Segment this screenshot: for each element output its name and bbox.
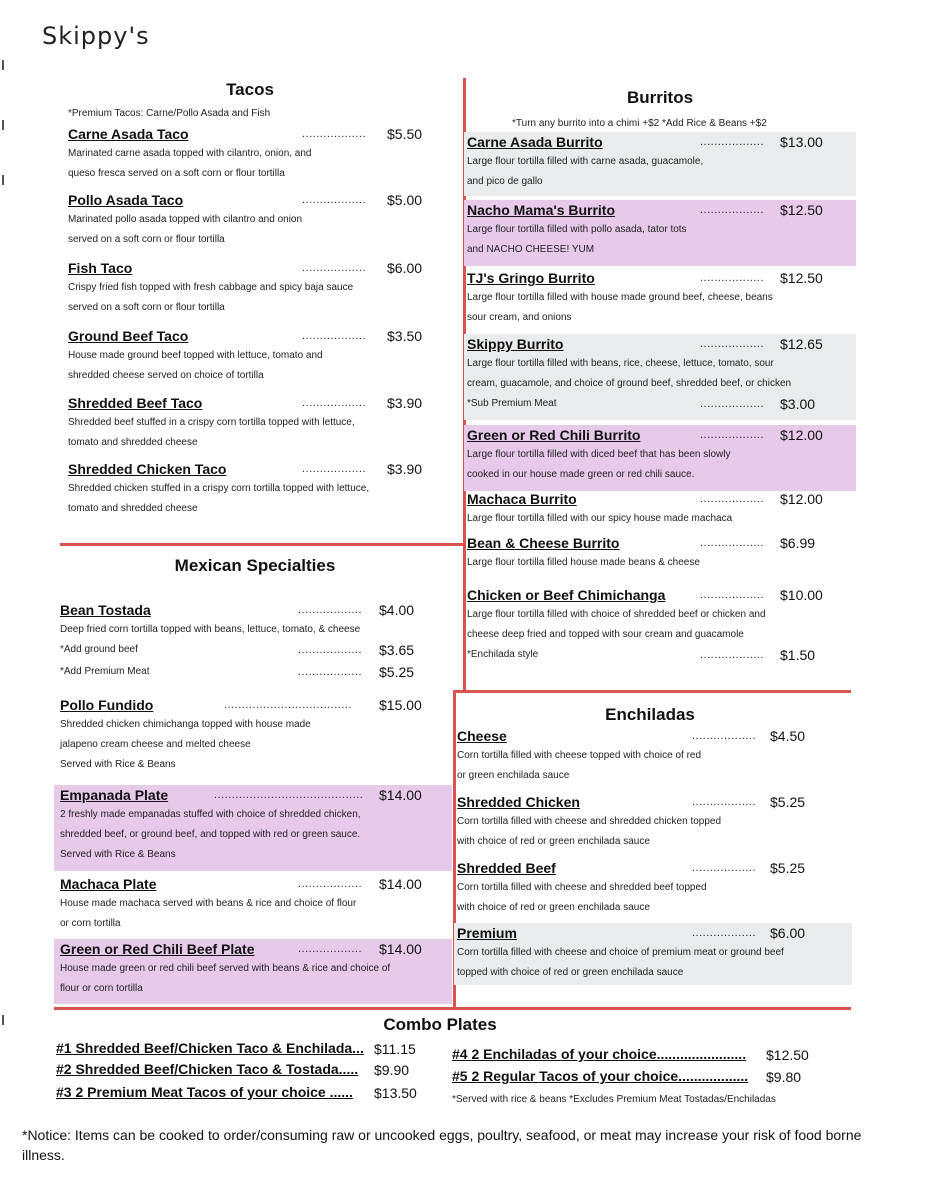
- item-name: Machaca Burrito: [467, 491, 577, 507]
- combo-divider: [54, 1007, 851, 1010]
- item-description: Large flour tortilla filled with our spicy house made machaca: [467, 513, 733, 524]
- item-price: $6.00: [770, 925, 806, 941]
- leader-dots: ..................: [692, 796, 757, 808]
- specialties-item: [54, 874, 452, 934]
- item-description: House made ground beef topped with lettuce, tomato and: [68, 350, 323, 361]
- item-description: cheese deep fried and topped with sour cream and guacamole: [467, 629, 744, 640]
- combo-1-price: $11.15: [374, 1041, 416, 1057]
- item-description: with choice of red or green enchilada sauce: [457, 836, 650, 847]
- leader-dots: ..................: [700, 204, 765, 216]
- item-description: Shredded beef stuffed in a crispy corn tortilla topped with lettuce,: [68, 417, 355, 428]
- specialties-item: [54, 600, 452, 692]
- item-name: Ground Beef Taco: [68, 328, 189, 344]
- tacos-item: [62, 190, 440, 252]
- item-description: topped with choice of red or green enchilada sauce: [457, 967, 684, 978]
- item-price: $12.00: [780, 427, 823, 443]
- combo-5-price: $9.80: [766, 1069, 802, 1085]
- combo-title: Combo Plates: [383, 1015, 497, 1034]
- scan-mark: [2, 120, 4, 130]
- item-description: and NACHO CHEESE! YUM: [467, 244, 595, 255]
- item-price: $14.00: [379, 876, 422, 892]
- item-description: Shredded chicken chimichanga topped with house made: [60, 719, 311, 730]
- combo-3-price: $13.50: [374, 1085, 417, 1101]
- item-description: sour cream, and onions: [467, 312, 572, 323]
- item-name: Green or Red Chili Beef Plate: [60, 941, 255, 957]
- item-name: Green or Red Chili Burrito: [467, 427, 641, 443]
- addon-price: $3.00: [780, 396, 816, 412]
- item-price: $6.00: [387, 260, 423, 276]
- item-name: Empanada Plate: [60, 787, 169, 803]
- item-name: Chicken or Beef Chimichanga: [467, 587, 666, 603]
- addon-label: *Enchilada style: [467, 649, 539, 660]
- item-price: $13.00: [780, 134, 823, 150]
- item-name: Bean Tostada: [60, 602, 151, 618]
- combo-4-price: $12.50: [766, 1047, 809, 1063]
- item-price: $3.50: [387, 328, 423, 344]
- addon-label: *Sub Premium Meat: [467, 398, 557, 409]
- burritos-title: Burritos: [626, 88, 694, 107]
- item-price: $6.99: [780, 535, 816, 551]
- item-price: $5.50: [387, 126, 423, 142]
- tacos-note: *Premium Tacos: Carne/Pollo Asada and Fish: [68, 108, 271, 119]
- enchiladas-item: [454, 792, 852, 854]
- item-name: TJ's Gringo Burrito: [467, 270, 595, 286]
- item-description: served on a soft corn or flour tortilla: [68, 302, 225, 313]
- item-description: tomato and shredded cheese: [68, 503, 198, 514]
- specialties-item: [54, 695, 452, 783]
- item-name: Pollo Asada Taco: [68, 192, 184, 208]
- item-name: Machaca Plate: [60, 876, 157, 892]
- item-name: Bean & Cheese Burrito: [467, 535, 620, 551]
- item-name: Skippy Burrito: [467, 336, 564, 352]
- addon-label: *Add ground beef: [60, 644, 138, 655]
- leader-dots: ..................: [700, 649, 765, 661]
- item-name: Carne Asada Taco: [68, 126, 189, 142]
- leader-dots: ..................: [700, 537, 765, 549]
- item-description: cream, guacamole, and choice of ground beef, shredded beef, or chicken: [467, 378, 792, 389]
- item-price: $10.00: [780, 587, 823, 603]
- burritos-item: [464, 132, 856, 196]
- burritos-item: [464, 425, 856, 491]
- leader-dots: ..................: [692, 927, 757, 939]
- leader-dots: ..................: [700, 429, 765, 441]
- specialties-item: [54, 785, 452, 871]
- leader-dots: ..................: [298, 644, 363, 656]
- item-description: cooked in our house made green or red chili sauce.: [467, 469, 695, 480]
- item-price: $12.00: [780, 491, 823, 507]
- leader-dots: ..................: [302, 463, 367, 475]
- tacos-item: [62, 459, 440, 521]
- combo-5-label: #5 2 Regular Tacos of your choice..................: [452, 1068, 749, 1084]
- item-description: Large flour tortilla filled house made beans & cheese: [467, 557, 700, 568]
- enchiladas-title: Enchiladas: [605, 705, 695, 724]
- combo-note: *Served with rice & beans *Excludes Premium Meat Tostadas/Enchiladas: [452, 1094, 776, 1105]
- item-description: House made machaca served with beans & rice and choice of flour: [60, 898, 357, 909]
- tacos-item: [62, 326, 440, 388]
- item-name: Shredded Beef: [457, 860, 556, 876]
- item-name: Shredded Chicken Taco: [68, 461, 227, 477]
- item-description: Marinated pollo asada topped with cilantro and onion: [68, 214, 303, 225]
- leader-dots: ..................: [692, 862, 757, 874]
- tacos-divider: [60, 543, 463, 546]
- item-price: $15.00: [379, 697, 422, 713]
- specialties-item: [54, 939, 452, 1004]
- combo-2-label: #2 Shredded Beef/Chicken Taco & Tostada.....: [56, 1061, 359, 1077]
- combo-1-label: #1 Shredded Beef/Chicken Taco & Enchilada...: [56, 1040, 364, 1056]
- burritos-item: [464, 585, 856, 679]
- leader-dots: ..................: [302, 262, 367, 274]
- item-price: $14.00: [379, 787, 422, 803]
- tacos-item: [62, 258, 440, 320]
- item-description: Served with Rice & Beans: [60, 759, 176, 770]
- item-description: 2 freshly made empanadas stuffed with choice of shredded chicken,: [60, 809, 361, 820]
- item-name: Premium: [457, 925, 517, 941]
- item-price: $5.00: [387, 192, 423, 208]
- item-price: $4.00: [379, 602, 415, 618]
- restaurant-name: Skippy's: [42, 22, 150, 50]
- food-safety-notice: *Notice: Items can be cooked to order/consuming raw or uncooked eggs, poultry, seafood, or meat may increase your risk of food borne illness.: [22, 1127, 862, 1163]
- leader-dots: ....................................: [224, 699, 353, 711]
- leader-dots: ..................: [298, 878, 363, 890]
- item-name: Shredded Beef Taco: [68, 395, 203, 411]
- item-description: Large flour tortilla filled with house made ground beef, cheese, beans: [467, 292, 773, 303]
- leader-dots: ..................: [700, 493, 765, 505]
- item-description: Large flour tortilla filled with pollo asada, tator tots: [467, 224, 687, 235]
- scan-mark: [2, 175, 4, 185]
- leader-dots: ..................: [700, 136, 765, 148]
- specialties-title: Mexican Specialties: [174, 556, 336, 575]
- tacos-item: [62, 124, 440, 186]
- item-price: $5.25: [770, 860, 806, 876]
- item-name: Nacho Mama's Burrito: [467, 202, 616, 218]
- burritos-note: *Turn any burrito into a chimi +$2 *Add Rice & Beans +$2: [512, 118, 767, 129]
- item-price: $12.50: [780, 270, 823, 286]
- burritos-item: [464, 533, 856, 583]
- burritos-divider: [453, 690, 851, 693]
- item-description: shredded beef, or ground beef, and topped with red or green sauce.: [60, 829, 361, 840]
- item-price: $5.25: [770, 794, 806, 810]
- leader-dots: ..................: [700, 338, 765, 350]
- item-name: Carne Asada Burrito: [467, 134, 603, 150]
- leader-dots: ..................: [302, 330, 367, 342]
- item-price: $4.50: [770, 728, 806, 744]
- burritos-item: [464, 200, 856, 266]
- item-description: Crispy fried fish topped with fresh cabbage and spicy baja sauce: [68, 282, 354, 293]
- enchiladas-item: [454, 726, 852, 788]
- combo-3-label: #3 2 Premium Meat Tacos of your choice ......: [56, 1084, 353, 1100]
- item-description: flour or corn tortilla: [60, 983, 143, 994]
- item-description: Corn tortilla filled with cheese and choice of premium meat or ground beef: [457, 947, 784, 958]
- item-price: $3.90: [387, 395, 423, 411]
- scan-mark: [2, 1015, 4, 1025]
- item-description: queso fresca served on a soft corn or flour tortilla: [68, 168, 285, 179]
- leader-dots: ..................: [692, 730, 757, 742]
- burritos-item: [464, 268, 856, 330]
- scan-mark: [2, 60, 4, 70]
- item-description: Large flour tortilla filled with diced beef that has been slowly: [467, 449, 731, 460]
- item-description: shredded cheese served on choice of tortilla: [68, 370, 264, 381]
- leader-dots: ..................: [302, 194, 367, 206]
- leader-dots: ..................: [700, 589, 765, 601]
- addon-price: $3.65: [379, 642, 415, 658]
- item-description: served on a soft corn or flour tortilla: [68, 234, 225, 245]
- addon-price: $1.50: [780, 647, 816, 663]
- item-price: $3.90: [387, 461, 423, 477]
- item-description: and pico de gallo: [467, 176, 543, 187]
- enchiladas-item: [454, 923, 852, 985]
- item-description: Served with Rice & Beans: [60, 849, 176, 860]
- leader-dots: ..................: [298, 604, 363, 616]
- burritos-item: [464, 489, 856, 533]
- leader-dots: ..................: [700, 398, 765, 410]
- item-name: Fish Taco: [68, 260, 133, 276]
- item-description: Corn tortilla filled with cheese topped with choice of red: [457, 750, 702, 761]
- item-name: Shredded Chicken: [457, 794, 580, 810]
- item-name: Cheese: [457, 728, 507, 744]
- combo-4-label: #4 2 Enchiladas of your choice.......................: [452, 1046, 747, 1062]
- leader-dots: ..................: [700, 272, 765, 284]
- item-description: Large flour tortilla filled with carne asada, guacamole,: [467, 156, 704, 167]
- item-description: jalapeno cream cheese and melted cheese: [60, 739, 251, 750]
- tacos-title: Tacos: [226, 80, 274, 99]
- item-description: or green enchilada sauce: [457, 770, 570, 781]
- enchiladas-item: [454, 858, 852, 920]
- item-description: Shredded chicken stuffed in a crispy corn tortilla topped with lettuce,: [68, 483, 370, 494]
- item-price: $14.00: [379, 941, 422, 957]
- item-description: Large flour tortilla filled with beans, rice, cheese, lettuce, tomato, sour: [467, 358, 774, 369]
- leader-dots: ..................: [302, 397, 367, 409]
- item-price: $12.50: [780, 202, 823, 218]
- leader-dots: ..................: [302, 128, 367, 140]
- combo-2-price: $9.90: [374, 1062, 410, 1078]
- addon-label: *Add Premium Meat: [60, 666, 150, 677]
- leader-dots: ..................: [298, 943, 363, 955]
- item-description: Large flour tortilla filled with choice of shredded beef or chicken and: [467, 609, 766, 620]
- item-description: tomato and shredded cheese: [68, 437, 198, 448]
- item-description: or corn tortilla: [60, 918, 121, 929]
- item-description: House made green or red chili beef served with beans & rice and choice of: [60, 963, 391, 974]
- addon-price: $5.25: [379, 664, 415, 680]
- leader-dots: ..................: [298, 666, 363, 678]
- item-name: Pollo Fundido: [60, 697, 154, 713]
- leader-dots: ..........................................: [214, 789, 364, 801]
- item-price: $12.65: [780, 336, 823, 352]
- item-description: Corn tortilla filled with cheese and shredded chicken topped: [457, 816, 722, 827]
- item-description: Deep fried corn tortilla topped with beans, lettuce, tomato, & cheese: [60, 624, 361, 635]
- item-description: with choice of red or green enchilada sauce: [457, 902, 650, 913]
- item-description: Corn tortilla filled with cheese and shredded beef topped: [457, 882, 707, 893]
- burritos-item: [464, 334, 856, 420]
- tacos-item: [62, 393, 440, 455]
- item-description: Marinated carne asada topped with cilantro, onion, and: [68, 148, 312, 159]
